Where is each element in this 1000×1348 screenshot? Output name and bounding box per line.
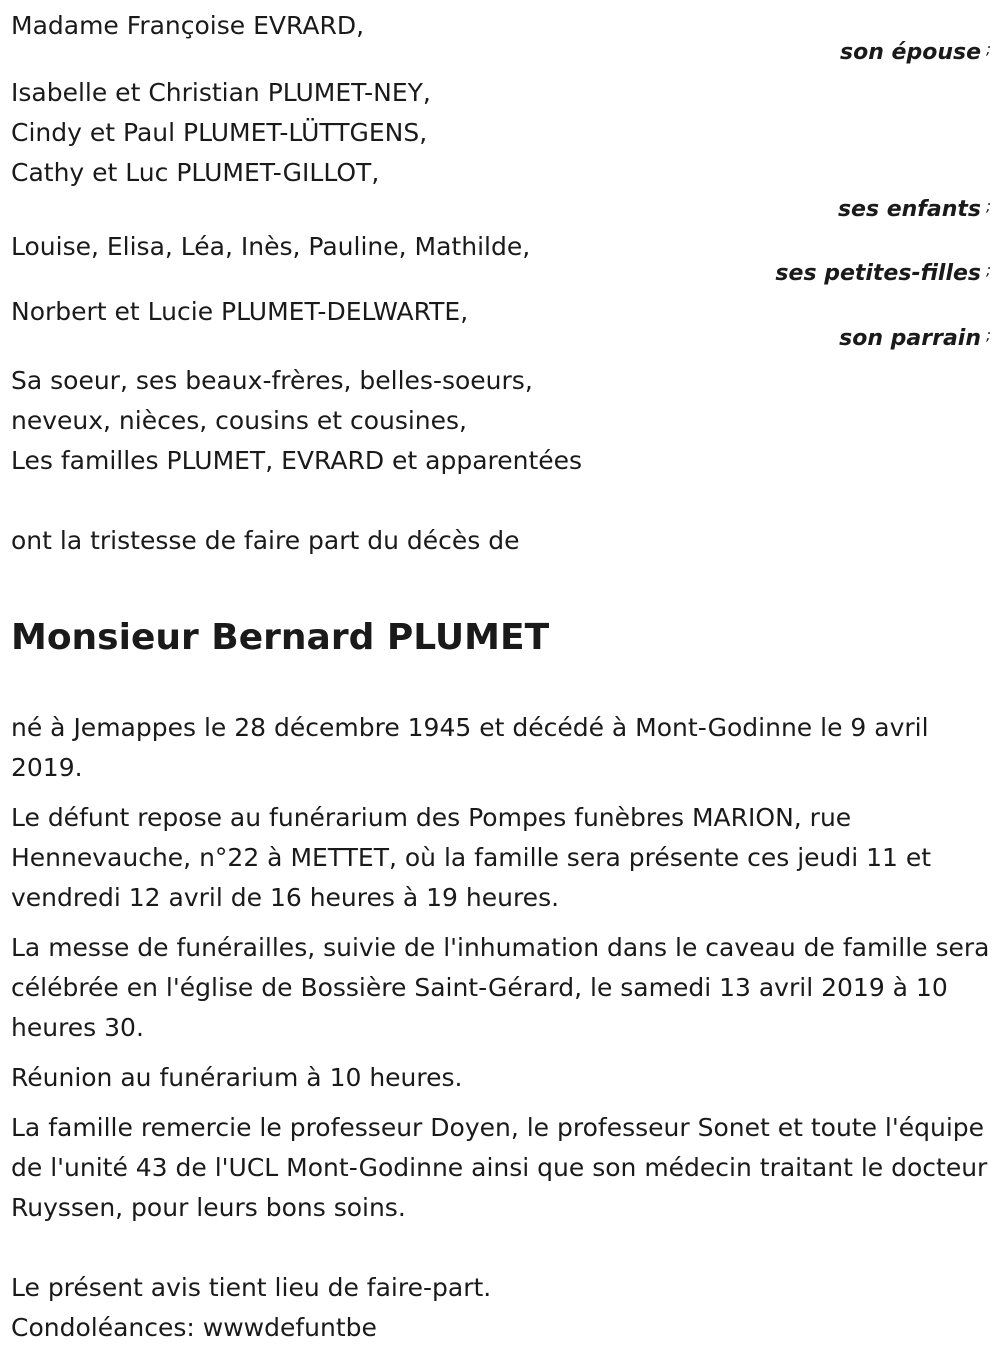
granddaughters-role-sep: ; (985, 261, 991, 279)
closing-block (11, 1268, 991, 1348)
child-line: Cindy et Paul PLUMET-LÜTTGENS, (11, 118, 428, 147)
granddaughters-role (11, 259, 991, 289)
spouse-name: Madame Françoise EVRARD, (11, 11, 365, 40)
family-block (11, 361, 991, 481)
children-role-sep: ; (985, 197, 991, 215)
birth-death-paragraph: né à Jemappes le 28 décembre 1945 et décédé à Mont-Godinne le 9 avril 2019. (11, 713, 929, 782)
godfather-role (11, 324, 991, 354)
granddaughters-names: Louise, Elisa, Léa, Inès, Pauline, Mathilde, (11, 232, 531, 261)
announcement: ont la tristesse de faire part du décès de (11, 526, 520, 555)
body-block (11, 708, 991, 1228)
granddaughters-role-text: ses petites-filles (775, 261, 981, 286)
closing-notice: Le présent avis tient lieu de faire-part. (11, 1273, 492, 1302)
child-line: Isabelle et Christian PLUMET-NEY, (11, 78, 431, 107)
spouse-role (11, 38, 991, 68)
children-role-text: ses enfants (837, 197, 981, 222)
spouse-role-text: son épouse (840, 40, 981, 65)
deceased-name: Monsieur Bernard PLUMET (11, 617, 550, 658)
death-notice (11, 0, 991, 1348)
family-line: Sa soeur, ses beaux-frères, belles-soeurs, (11, 366, 533, 395)
children-role (11, 195, 991, 225)
children-block (11, 73, 991, 193)
thanks-paragraph: La famille remercie le professeur Doyen, le professeur Sonet et toute l'équipe de l'unité 43 de l'UCL Mont-Godinne ainsi que son médecin traitant le docteur Ruyssen, pour leurs bons soins. (11, 1113, 988, 1222)
family-line: neveux, nièces, cousins et cousines, (11, 406, 468, 435)
condolences-line: Condoléances: wwwdefuntbe (11, 1313, 377, 1342)
funeral-mass-paragraph: La messe de funérailles, suivie de l'inhumation dans le caveau de famille sera célébrée en l'église de Bossière Saint-Gérard, le samedi 13 avril 2019 à 10 heures 30. (11, 933, 990, 1042)
godfather-names: Norbert et Lucie PLUMET-DELWARTE, (11, 297, 469, 326)
spouse-role-sep: ; (985, 40, 991, 58)
family-line: Les familles PLUMET, EVRARD et apparentées (11, 446, 583, 475)
child-line: Cathy et Luc PLUMET-GILLOT, (11, 158, 380, 187)
godfather-role-text: son parrain (839, 326, 981, 351)
godfather-role-sep: ; (985, 326, 991, 344)
funerarium-paragraph: Le défunt repose au funérarium des Pompes funèbres MARION, rue Hennevauche, n°22 à METTET, où la famille sera présente ces jeudi 11 et vendredi 12 avril de 16 heures à 19 heures. (11, 803, 932, 912)
meeting-paragraph: Réunion au funérarium à 10 heures. (11, 1063, 463, 1092)
